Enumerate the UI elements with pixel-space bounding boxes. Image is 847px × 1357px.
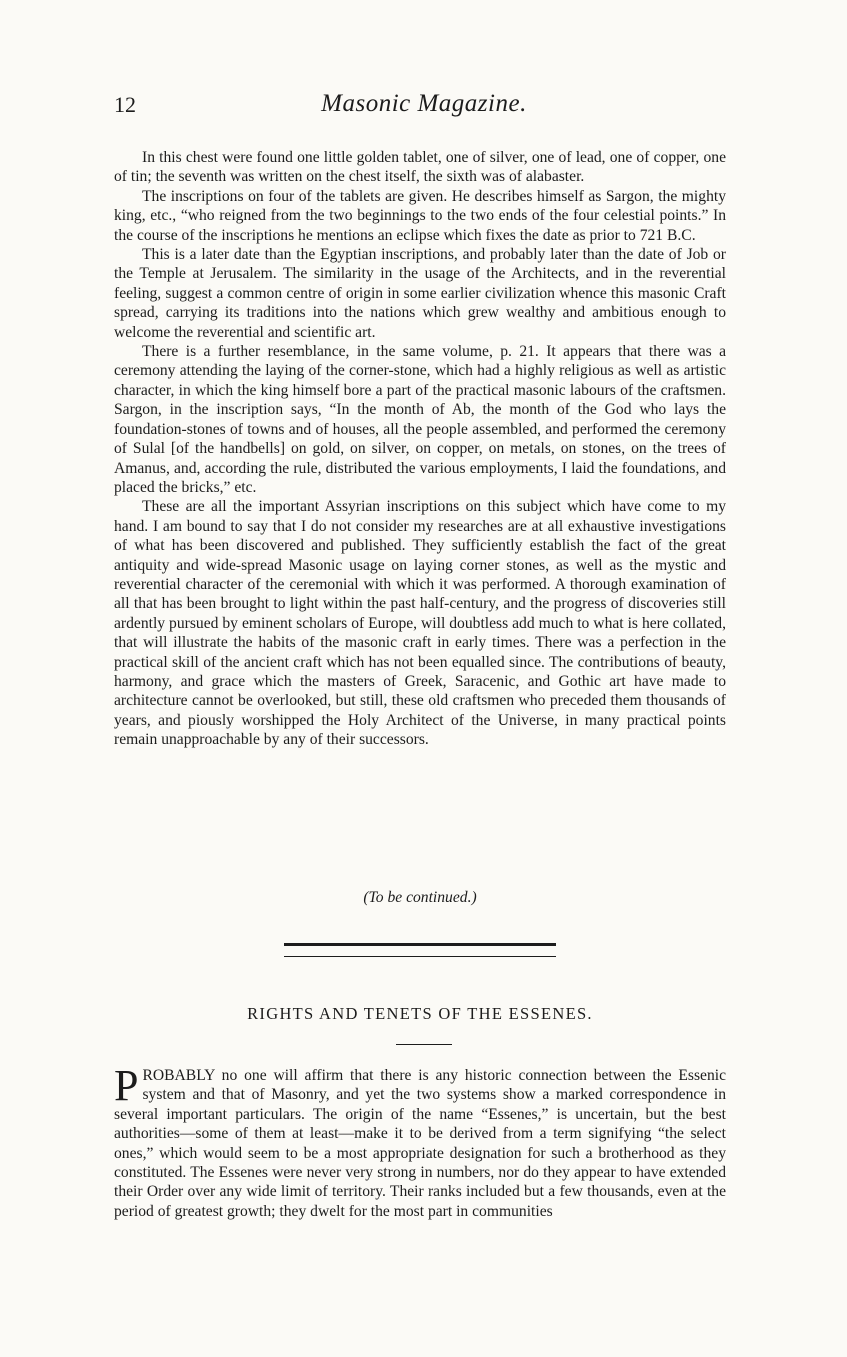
to-be-continued-note: (To be continued.)	[363, 889, 477, 906]
page-header	[114, 92, 734, 128]
drop-cap: P	[114, 1061, 139, 1110]
running-title: Masonic Magazine.	[321, 90, 527, 117]
paragraph: In this chest were found one little golden tablet, one of silver, one of lead, one of copper, one of tin; the seventh was written on the chest itself, the sixth was of alabaster.	[114, 149, 726, 186]
section-divider-thin	[284, 956, 556, 957]
paragraph-text: ROBABLY no one will affirm that there is any historic connection between the Essenic system and that of Masonry, and yet the two systems show a marked correspondence in several important particulars. The origin of the name “Essenes,” is uncertain, but the best authorities—some of them at least—make it to be derived from a term signifying “the select ones,” which would seem to be a most appropriate designation for such a brotherhood as they constituted. The Essenes were never very strong in numbers, nor do they appear to have extended their Order over any wide limit of territory. Their ranks included but a few thousands, even at the period of greatest growth; they dwelt for the most part in communities	[114, 1067, 726, 1220]
paragraph: The inscriptions on four of the tablets are given. He describes himself as Sargon, the mighty king, etc., “who reigned from the two beginnings to the two ends of the four celestial points.” In the course of the inscriptions he mentions an eclipse which fixes the date as prior to 721 B.C.	[114, 187, 726, 244]
section-divider-thick	[284, 943, 556, 946]
title-underline	[396, 1044, 452, 1045]
paragraph	[114, 1061, 726, 1221]
paragraph: There is a further resemblance, in the same volume, p. 21. It appears that there was a ceremony attending the laying of the corner-stone, which had a highly religious as well as artistic character, in which the king himself bore a part of the practical masonic labours of the craftsmen. Sargon, in the inscription says, “In the month of Ab, the month of the God who lays the foundation-stones of towns and of houses, all the people assembled, and performed the ceremony of Sulal [of the handbells] on gold, on silver, on copper, on metals, on stones, on the trees of Amanus, and, according the rule, distributed the various employments, I laid the foundations, and placed the bricks,” etc.	[114, 343, 726, 496]
article-body	[114, 1061, 726, 1221]
article-body-continued	[114, 148, 726, 750]
page-number: 12	[114, 92, 136, 117]
article-title: RIGHTS AND TENETS OF THE ESSENES.	[247, 1004, 593, 1023]
paragraph: These are all the important Assyrian inscriptions on this subject which have come to my hand. I am bound to say that I do not consider my researches are at all exhaustive investigations of what has been discovered and published. They sufficiently establish the fact of the great antiquity and wide-spread Masonic usage on laying corner stones, as well as the mystic and reverential character of the ceremonial with which it was performed. A thorough examination of all that has been brought to light within the past half-century, and the progress of discoveries still ardently pursued by eminent scholars of Europe, will doubtless add much to what is here collated, that will illustrate the habits of the masonic craft in early times. There was a perfection in the practical skill of the ancient craft which has not been equalled since. The contributions of beauty, harmony, and grace which the masters of Greek, Saracenic, and Gothic art have made to architecture cannot be overlooked, but still, these old craftsmen who preceded them thousands of years, and piously worshipped the Holy Architect of the Universe, in many practical points remain unapproachable by any of their successors.	[114, 498, 726, 749]
paragraph: This is a later date than the Egyptian inscriptions, and probably later than the date of Job or the Temple at Jerusalem. The similarity in the usage of the Architects, and in the reverential feeling, suggest a common centre of origin in some earlier civilization whence this masonic Craft spread, carrying its traditions into the nations which grew wealthy and ambitious enough to welcome the reverential and scientific art.	[114, 246, 726, 341]
